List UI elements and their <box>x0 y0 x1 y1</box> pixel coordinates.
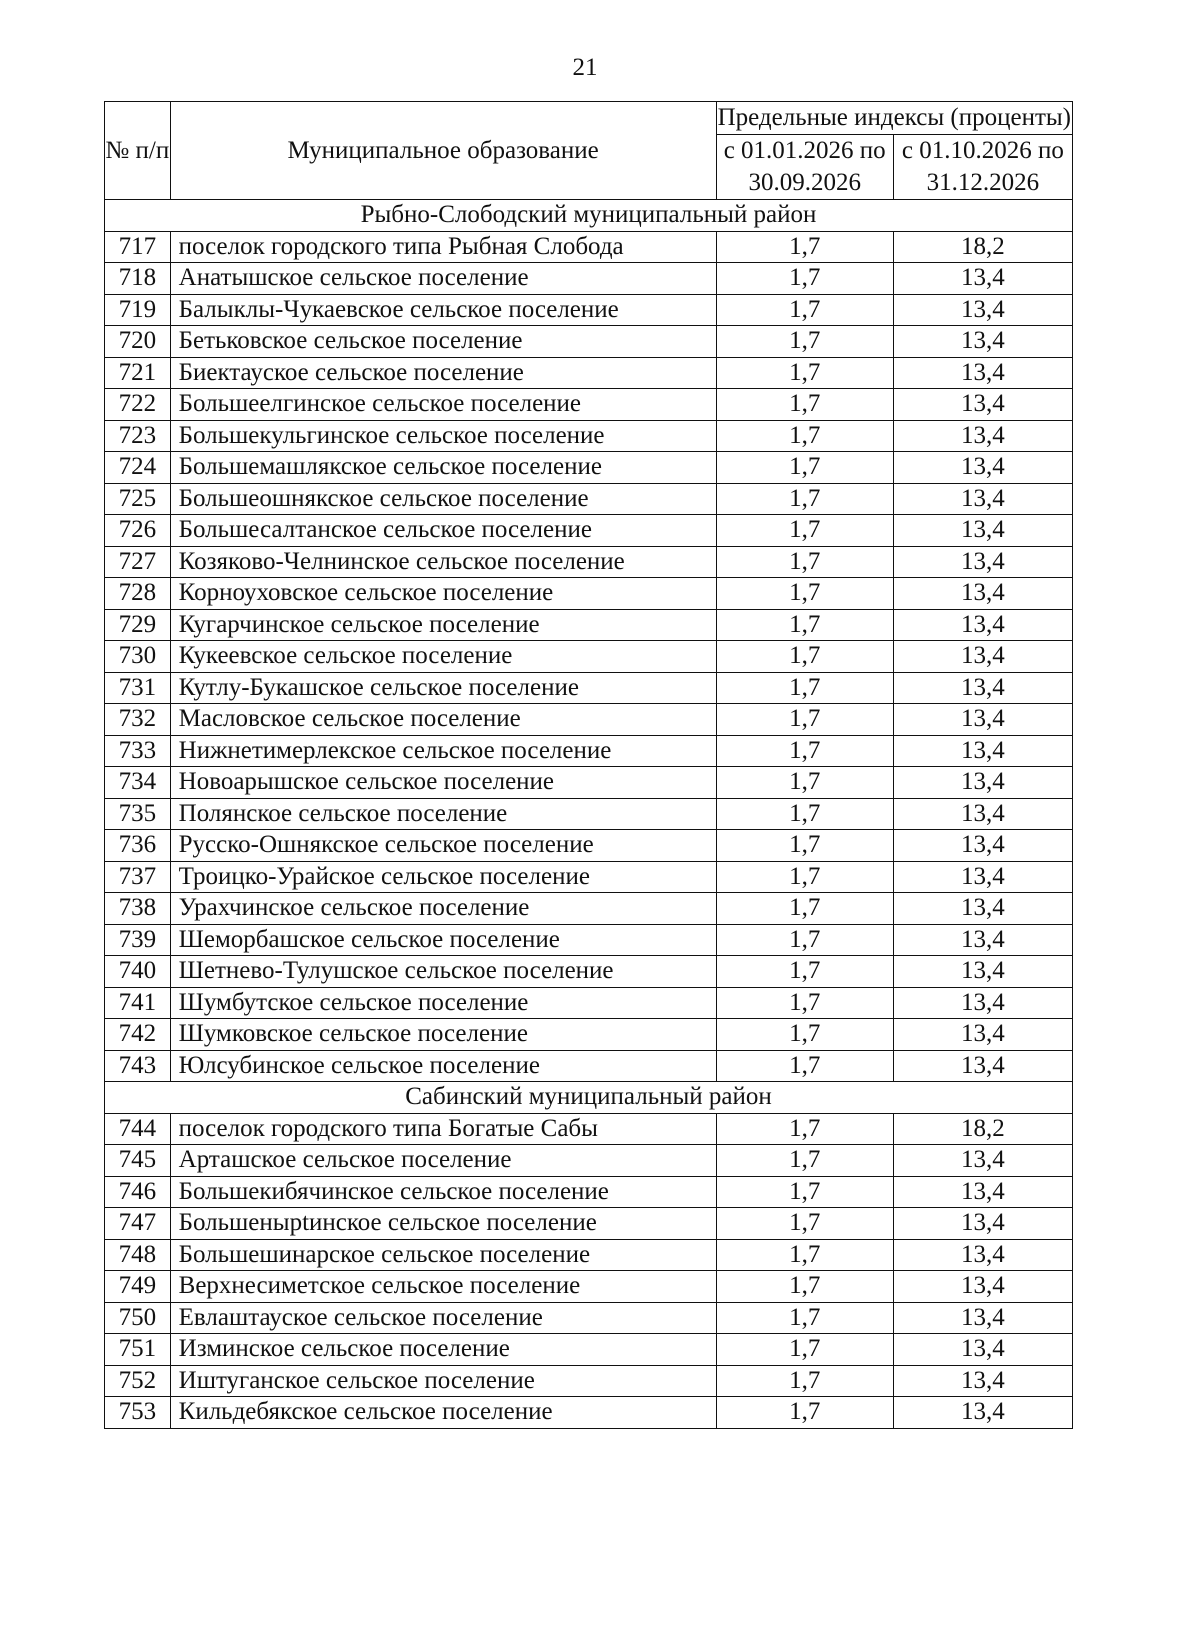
row-municipality: поселок городского типа Богатые Сабы <box>170 1113 716 1145</box>
row-index-period-2: 13,4 <box>893 704 1072 736</box>
table-row <box>105 1271 1073 1303</box>
row-index-period-1: 1,7 <box>716 326 893 358</box>
row-number: 721 <box>105 357 171 389</box>
row-municipality: Иштуганское сельское поселение <box>170 1365 716 1397</box>
table-row <box>105 263 1073 295</box>
table-row <box>105 231 1073 263</box>
row-index-period-1: 1,7 <box>716 1019 893 1051</box>
row-municipality: Урахчинское сельское поселение <box>170 893 716 925</box>
row-municipality: Нижнетимерлекское сельское поселение <box>170 735 716 767</box>
row-index-period-2: 13,4 <box>893 1397 1072 1429</box>
table-row <box>105 1050 1073 1082</box>
row-index-period-1: 1,7 <box>716 704 893 736</box>
table-row <box>105 389 1073 421</box>
row-index-period-2: 13,4 <box>893 1050 1072 1082</box>
table-row <box>105 1365 1073 1397</box>
row-municipality: Русско-Ошнякское сельское поселение <box>170 830 716 862</box>
header-municipality: Муниципальное образование <box>170 102 716 200</box>
table-row <box>105 1113 1073 1145</box>
section-row <box>105 200 1073 232</box>
row-index-period-1: 1,7 <box>716 1365 893 1397</box>
row-index-period-2: 13,4 <box>893 1145 1072 1177</box>
row-municipality: Большекульгинское сельское поселение <box>170 420 716 452</box>
row-number: 738 <box>105 893 171 925</box>
row-index-period-2: 13,4 <box>893 1334 1072 1366</box>
table-row <box>105 1019 1073 1051</box>
table-row <box>105 326 1073 358</box>
table-row <box>105 1334 1073 1366</box>
row-index-period-2: 13,4 <box>893 1019 1072 1051</box>
row-index-period-1: 1,7 <box>716 1334 893 1366</box>
row-index-period-2: 13,4 <box>893 483 1072 515</box>
row-municipality: Троицко-Урайское сельское поселение <box>170 861 716 893</box>
row-municipality: Кугарчинское сельское поселение <box>170 609 716 641</box>
row-index-period-2: 13,4 <box>893 546 1072 578</box>
row-index-period-1: 1,7 <box>716 546 893 578</box>
row-index-period-1: 1,7 <box>716 609 893 641</box>
table-row <box>105 861 1073 893</box>
table-row <box>105 452 1073 484</box>
row-index-period-1: 1,7 <box>716 956 893 988</box>
row-municipality: Кильдебякское сельское поселение <box>170 1397 716 1429</box>
header-period-1: с 01.01.2026 по 30.09.2026 <box>716 135 893 200</box>
row-number: 718 <box>105 263 171 295</box>
row-number: 736 <box>105 830 171 862</box>
row-municipality: Изминское сельское поселение <box>170 1334 716 1366</box>
row-number: 748 <box>105 1239 171 1271</box>
row-number: 731 <box>105 672 171 704</box>
row-number: 726 <box>105 515 171 547</box>
row-index-period-2: 18,2 <box>893 231 1072 263</box>
row-index-period-2: 13,4 <box>893 1302 1072 1334</box>
table-row <box>105 357 1073 389</box>
table-row <box>105 546 1073 578</box>
row-number: 733 <box>105 735 171 767</box>
row-index-period-1: 1,7 <box>716 861 893 893</box>
row-index-period-1: 1,7 <box>716 798 893 830</box>
row-number: 727 <box>105 546 171 578</box>
table-body <box>105 200 1073 1429</box>
header-limit-indices: Предельные индексы (проценты) <box>716 102 1072 135</box>
table-row <box>105 515 1073 547</box>
row-index-period-1: 1,7 <box>716 1239 893 1271</box>
row-municipality: Балыклы-Чукаевское сельское поселение <box>170 294 716 326</box>
index-table <box>104 101 1073 1429</box>
table-row <box>105 420 1073 452</box>
table-row <box>105 830 1073 862</box>
table-row <box>105 735 1073 767</box>
table-row <box>105 704 1073 736</box>
row-municipality: Кукеевское сельское поселение <box>170 641 716 673</box>
row-number: 729 <box>105 609 171 641</box>
row-municipality: Шумковское сельское поселение <box>170 1019 716 1051</box>
row-index-period-1: 1,7 <box>716 987 893 1019</box>
row-municipality: Большеелгинское сельское поселение <box>170 389 716 421</box>
row-number: 732 <box>105 704 171 736</box>
row-index-period-2: 18,2 <box>893 1113 1072 1145</box>
row-index-period-2: 13,4 <box>893 767 1072 799</box>
row-index-period-1: 1,7 <box>716 1145 893 1177</box>
row-index-period-2: 13,4 <box>893 1365 1072 1397</box>
row-index-period-2: 13,4 <box>893 452 1072 484</box>
row-municipality: Биектауское сельское поселение <box>170 357 716 389</box>
row-number: 720 <box>105 326 171 358</box>
row-index-period-1: 1,7 <box>716 515 893 547</box>
section-title: Сабинский муниципальный район <box>105 1082 1073 1114</box>
row-municipality: Козяково-Челнинское сельское поселение <box>170 546 716 578</box>
table-row <box>105 924 1073 956</box>
row-index-period-1: 1,7 <box>716 1397 893 1429</box>
row-index-period-2: 13,4 <box>893 1239 1072 1271</box>
row-number: 737 <box>105 861 171 893</box>
row-number: 744 <box>105 1113 171 1145</box>
row-index-period-2: 13,4 <box>893 1208 1072 1240</box>
row-municipality: Шетнево-Тулушское сельское поселение <box>170 956 716 988</box>
row-index-period-2: 13,4 <box>893 1271 1072 1303</box>
row-index-period-1: 1,7 <box>716 1302 893 1334</box>
table-row <box>105 987 1073 1019</box>
row-number: 753 <box>105 1397 171 1429</box>
row-number: 750 <box>105 1302 171 1334</box>
table-row <box>105 767 1073 799</box>
row-index-period-1: 1,7 <box>716 231 893 263</box>
table-row <box>105 1239 1073 1271</box>
row-index-period-1: 1,7 <box>716 578 893 610</box>
row-municipality: Большенырtинское сельское поселение <box>170 1208 716 1240</box>
row-municipality: Большешинарское сельское поселение <box>170 1239 716 1271</box>
row-index-period-2: 13,4 <box>893 956 1072 988</box>
row-index-period-1: 1,7 <box>716 294 893 326</box>
row-index-period-2: 13,4 <box>893 1176 1072 1208</box>
row-municipality: Шеморбашское сельское поселение <box>170 924 716 956</box>
row-number: 746 <box>105 1176 171 1208</box>
table-row <box>105 1397 1073 1429</box>
table-row <box>105 672 1073 704</box>
table-header <box>105 102 1073 200</box>
row-number: 730 <box>105 641 171 673</box>
row-municipality: Арташское сельское поселение <box>170 1145 716 1177</box>
row-number: 728 <box>105 578 171 610</box>
row-index-period-1: 1,7 <box>716 263 893 295</box>
header-num: № п/п <box>105 102 171 200</box>
row-municipality: Бетьковское сельское поселение <box>170 326 716 358</box>
row-number: 747 <box>105 1208 171 1240</box>
row-number: 734 <box>105 767 171 799</box>
row-index-period-1: 1,7 <box>716 767 893 799</box>
row-index-period-1: 1,7 <box>716 672 893 704</box>
row-index-period-2: 13,4 <box>893 389 1072 421</box>
section-row <box>105 1082 1073 1114</box>
row-index-period-1: 1,7 <box>716 641 893 673</box>
row-municipality: Масловское сельское поселение <box>170 704 716 736</box>
table-row <box>105 798 1073 830</box>
row-municipality: Анатышское сельское поселение <box>170 263 716 295</box>
table-row <box>105 641 1073 673</box>
row-municipality: Корноуховское сельское поселение <box>170 578 716 610</box>
row-number: 735 <box>105 798 171 830</box>
row-municipality: поселок городского типа Рыбная Слобода <box>170 231 716 263</box>
row-municipality: Большемашлякское сельское поселение <box>170 452 716 484</box>
table-row <box>105 956 1073 988</box>
row-municipality: Верхнесиметское сельское поселение <box>170 1271 716 1303</box>
row-index-period-2: 13,4 <box>893 420 1072 452</box>
row-index-period-1: 1,7 <box>716 483 893 515</box>
row-index-period-2: 13,4 <box>893 326 1072 358</box>
row-index-period-1: 1,7 <box>716 452 893 484</box>
row-municipality: Новоарышское сельское поселение <box>170 767 716 799</box>
row-number: 719 <box>105 294 171 326</box>
row-index-period-2: 13,4 <box>893 924 1072 956</box>
row-index-period-2: 13,4 <box>893 735 1072 767</box>
row-number: 743 <box>105 1050 171 1082</box>
row-municipality: Евлаштауское сельское поселение <box>170 1302 716 1334</box>
row-index-period-1: 1,7 <box>716 420 893 452</box>
row-index-period-1: 1,7 <box>716 1113 893 1145</box>
row-municipality: Большеошнякское сельское поселение <box>170 483 716 515</box>
section-title: Рыбно-Слободский муниципальный район <box>105 200 1073 232</box>
row-index-period-2: 13,4 <box>893 830 1072 862</box>
table-row <box>105 1176 1073 1208</box>
row-municipality: Большесалтанское сельское поселение <box>170 515 716 547</box>
row-index-period-2: 13,4 <box>893 263 1072 295</box>
row-index-period-1: 1,7 <box>716 1176 893 1208</box>
table-row <box>105 578 1073 610</box>
row-index-period-2: 13,4 <box>893 609 1072 641</box>
row-municipality: Полянское сельское поселение <box>170 798 716 830</box>
row-index-period-2: 13,4 <box>893 641 1072 673</box>
row-municipality: Юлсубинское сельское поселение <box>170 1050 716 1082</box>
table-row <box>105 1208 1073 1240</box>
row-number: 740 <box>105 956 171 988</box>
row-number: 722 <box>105 389 171 421</box>
table-row <box>105 609 1073 641</box>
table-row <box>105 294 1073 326</box>
row-number: 752 <box>105 1365 171 1397</box>
row-index-period-1: 1,7 <box>716 1050 893 1082</box>
row-number: 745 <box>105 1145 171 1177</box>
row-municipality: Кутлу-Букашское сельское поселение <box>170 672 716 704</box>
row-index-period-2: 13,4 <box>893 578 1072 610</box>
row-number: 742 <box>105 1019 171 1051</box>
row-number: 723 <box>105 420 171 452</box>
table-row <box>105 483 1073 515</box>
row-number: 724 <box>105 452 171 484</box>
row-number: 739 <box>105 924 171 956</box>
row-index-period-2: 13,4 <box>893 294 1072 326</box>
row-index-period-2: 13,4 <box>893 861 1072 893</box>
row-number: 717 <box>105 231 171 263</box>
row-number: 749 <box>105 1271 171 1303</box>
table-row <box>105 1302 1073 1334</box>
row-index-period-1: 1,7 <box>716 893 893 925</box>
row-index-period-2: 13,4 <box>893 515 1072 547</box>
row-index-period-2: 13,4 <box>893 357 1072 389</box>
table-row <box>105 893 1073 925</box>
table-row <box>105 1145 1073 1177</box>
page-number: 21 <box>572 54 598 81</box>
row-number: 725 <box>105 483 171 515</box>
row-index-period-2: 13,4 <box>893 798 1072 830</box>
row-index-period-1: 1,7 <box>716 924 893 956</box>
row-index-period-1: 1,7 <box>716 1208 893 1240</box>
row-index-period-1: 1,7 <box>716 1271 893 1303</box>
row-number: 751 <box>105 1334 171 1366</box>
row-index-period-1: 1,7 <box>716 830 893 862</box>
row-index-period-1: 1,7 <box>716 357 893 389</box>
row-municipality: Большекибячинское сельское поселение <box>170 1176 716 1208</box>
row-number: 741 <box>105 987 171 1019</box>
row-index-period-1: 1,7 <box>716 735 893 767</box>
row-index-period-1: 1,7 <box>716 389 893 421</box>
row-municipality: Шумбутское сельское поселение <box>170 987 716 1019</box>
row-index-period-2: 13,4 <box>893 893 1072 925</box>
row-index-period-2: 13,4 <box>893 672 1072 704</box>
row-index-period-2: 13,4 <box>893 987 1072 1019</box>
header-period-2: с 01.10.2026 по 31.12.2026 <box>893 135 1072 200</box>
